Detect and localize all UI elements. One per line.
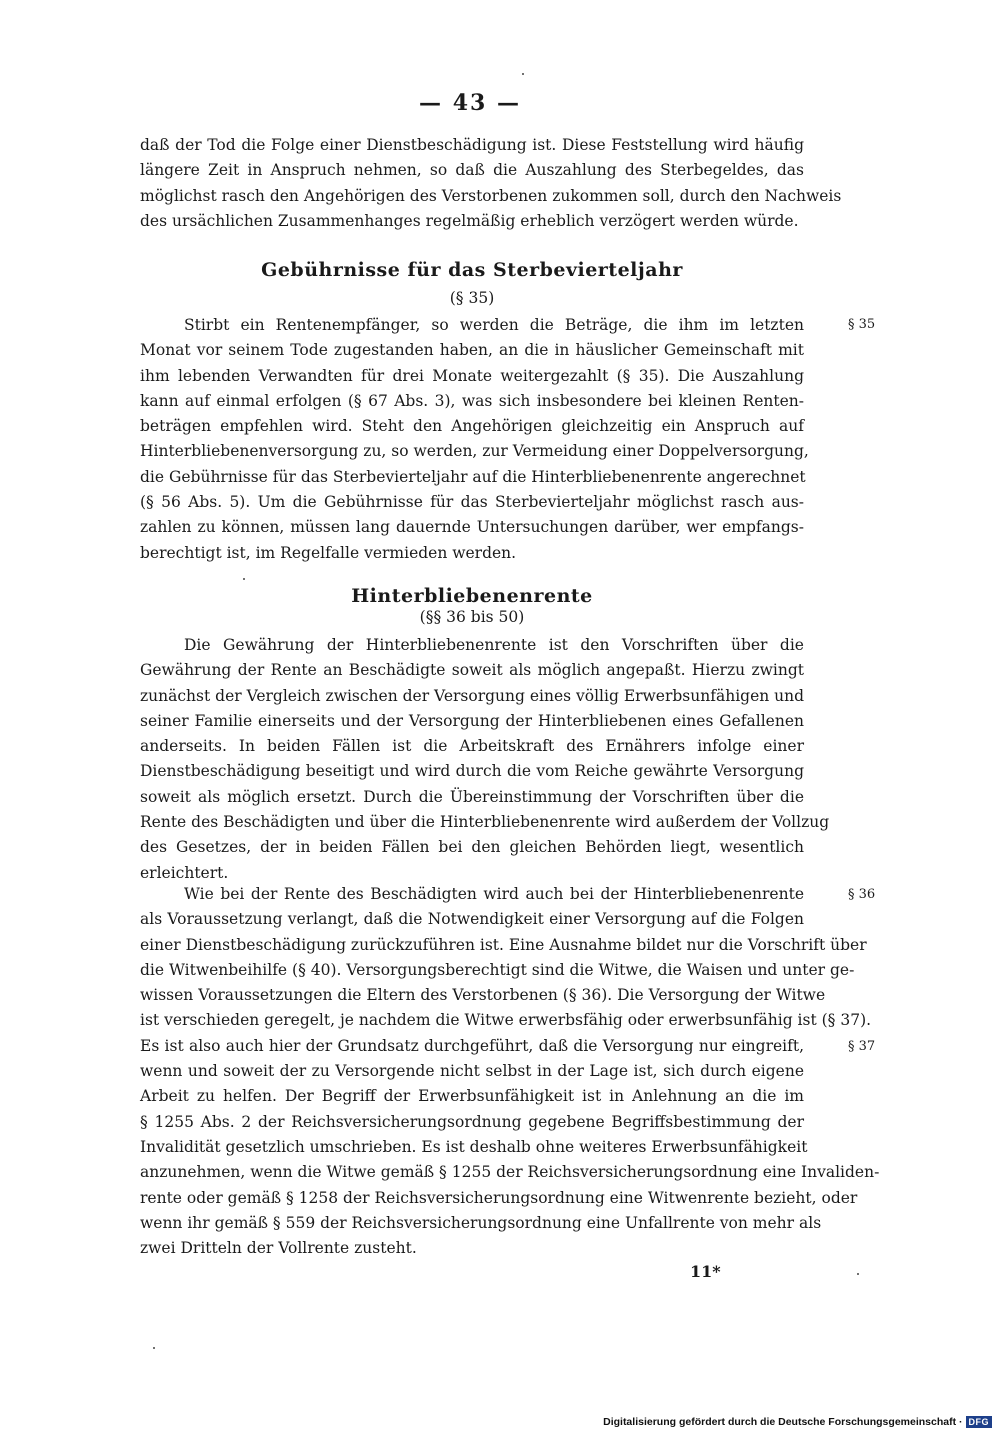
footer-credit bbox=[603, 1416, 992, 1428]
print-speck bbox=[857, 1273, 859, 1275]
text-line: soweit als möglich ersetzt. Durch die Übereinstimmung der Vorschriften über die bbox=[140, 787, 804, 806]
hinterbliebenenrente-paragraph-1 bbox=[140, 633, 830, 886]
text-line: erleichtert. bbox=[140, 863, 229, 882]
print-speck bbox=[522, 73, 524, 75]
text-line: die Witwenbeihilfe (§ 40). Versorgungsberechtigt sind die Witwe, die Waisen und unter ge- bbox=[140, 960, 855, 979]
dfg-logo: DFG bbox=[966, 1416, 993, 1428]
text-line: des ursächlichen Zusammenhanges regelmäßig erheblich verzögert werden würde. bbox=[140, 211, 799, 230]
text-line: Rente des Beschädigten und über die Hinterbliebenenrente wird außerdem der Vollzug bbox=[140, 813, 830, 832]
text-line: Wie bei der Rente des Beschädigten wird auch bei der Hinterbliebenenrente bbox=[184, 885, 804, 903]
section-paragraph-ref: (§ 35) bbox=[449, 289, 495, 307]
text-line: einer Dienstbeschädigung zurückzuführen ist. Eine Ausnahme bildet nur die Vorschrift über bbox=[140, 935, 867, 954]
text-line: ihm lebenden Verwandten für drei Monate weitergezahlt (§ 35). Die Auszahlung bbox=[140, 366, 804, 385]
footer-credit-text: Digitalisierung gefördert durch die Deutsche Forschungsgemeinschaft · bbox=[603, 1416, 963, 1428]
hinterbliebenenrente-paragraph-2 bbox=[140, 882, 880, 1261]
text-line: rente oder gemäß § 1258 der Reichsversicherungsordnung eine Witwenrente bezieht, oder bbox=[140, 1188, 858, 1207]
intro-paragraph bbox=[140, 133, 842, 234]
margin-note: § 36 bbox=[848, 887, 876, 902]
text-line: Invalidität gesetzlich umschrieben. Es ist deshalb ohne weiteres Erwerbsunfähigkeit bbox=[140, 1137, 808, 1156]
text-line: ist verschieden geregelt, je nachdem die Witwe erwerbsfähig oder erwerbsunfähig ist (§ 37). bbox=[140, 1011, 872, 1030]
text-line: Die Gewährung der Hinterbliebenenrente ist den Vorschriften über die bbox=[184, 636, 804, 654]
text-line: Dienstbeschädigung beseitigt und wird durch die vom Reiche gewährte Versorgung bbox=[140, 762, 804, 781]
text-line: möglichst rasch den Angehörigen des Verstorbenen zukommen soll, durch den Nachweis bbox=[140, 186, 842, 205]
text-line: Gewährung der Rente an Beschädigte soweit als möglich angepaßt. Hierzu zwingt bbox=[140, 661, 804, 680]
text-line: wissen Voraussetzungen die Eltern des Verstorbenen (§ 36). Die Versorgung der Witwe bbox=[140, 986, 826, 1005]
text-line: berechtigt ist, im Regelfalle vermieden werden. bbox=[140, 543, 517, 562]
section-paragraph-ref: (§§ 36 bis 50) bbox=[419, 608, 525, 626]
text-line: Hinterbliebenenversorgung zu, so werden, zur Vermeidung einer Doppelversorgung, bbox=[140, 442, 809, 461]
text-line: anderseits. In beiden Fällen ist die Arbeitskraft des Ernährers infolge einer bbox=[140, 737, 804, 756]
text-line: zahlen zu können, müssen lang dauernde Untersuchungen darüber, wer empfangs- bbox=[140, 518, 804, 537]
text-line: als Voraussetzung verlangt, daß die Notwendigkeit einer Versorgung auf die Folgen bbox=[140, 910, 804, 929]
text-line: (§ 56 Abs. 5). Um die Gebührnisse für das Sterbevierteljahr möglichst rasch aus- bbox=[140, 493, 804, 512]
print-speck bbox=[243, 578, 245, 580]
text-line: anzunehmen, wenn die Witwe gemäß § 1255 der Reichsversicherungsordnung eine Invaliden- bbox=[140, 1163, 880, 1182]
signature-mark: 11* bbox=[690, 1262, 721, 1281]
text-line: zwei Dritteln der Vollrente zusteht. bbox=[140, 1239, 417, 1258]
margin-note: § 37 bbox=[848, 1039, 876, 1054]
text-line: wenn ihr gemäß § 559 der Reichsversicherungsordnung eine Unfallrente von mehr als bbox=[140, 1213, 822, 1232]
text-line: daß der Tod die Folge einer Dienstbeschädigung ist. Diese Feststellung wird häufig bbox=[140, 136, 804, 154]
print-speck bbox=[153, 1347, 155, 1349]
text-line: des Gesetzes, der in beiden Fällen bei den gleichen Behörden liegt, wesentlich bbox=[140, 838, 804, 857]
text-line: kann auf einmal erfolgen (§ 67 Abs. 3), was sich insbesondere bei kleinen Renten- bbox=[140, 391, 804, 410]
section-heading-sterbevierteljahr: Gebührnisse für das Sterbevierteljahr bbox=[261, 259, 683, 281]
sterbevierteljahr-paragraph bbox=[140, 313, 809, 566]
margin-note: § 35 bbox=[848, 317, 876, 332]
section-heading-hinterbliebenenrente: Hinterbliebenenrente bbox=[351, 585, 593, 607]
page-number: — 43 — bbox=[419, 90, 521, 116]
text-line: zunächst der Vergleich zwischen der Versorgung eines völlig Erwerbsunfähigen und bbox=[140, 686, 805, 705]
text-line: Arbeit zu helfen. Der Begriff der Erwerbsunfähigkeit ist in Anlehnung an die im bbox=[140, 1087, 804, 1106]
text-line: längere Zeit in Anspruch nehmen, so daß die Auszahlung des Sterbegeldes, das bbox=[140, 161, 804, 180]
text-line: § 1255 Abs. 2 der Reichsversicherungsordnung gegebene Begriffsbestimmung der bbox=[140, 1112, 804, 1131]
text-line: Stirbt ein Rentenempfänger, so werden die Beträge, die ihm im letzten bbox=[184, 316, 804, 334]
text-line: seiner Familie einerseits und der Versorgung der Hinterbliebenen eines Gefallenen bbox=[140, 711, 804, 730]
text-line: beträgen empfehlen wird. Steht den Angehörigen gleichzeitig ein Anspruch auf bbox=[140, 417, 804, 436]
text-line: Monat vor seinem Tode zugestanden haben, an die in häuslicher Gemeinschaft mit bbox=[140, 341, 804, 360]
text-line: wenn und soweit der zu Versorgende nicht selbst in der Lage ist, sich durch eigene bbox=[140, 1062, 804, 1081]
text-line: Es ist also auch hier der Grundsatz durchgeführt, daß die Versorgung nur eingreift, bbox=[140, 1036, 804, 1055]
text-line: die Gebührnisse für das Sterbevierteljahr auf die Hinterbliebenenrente angerechnet bbox=[140, 467, 806, 486]
